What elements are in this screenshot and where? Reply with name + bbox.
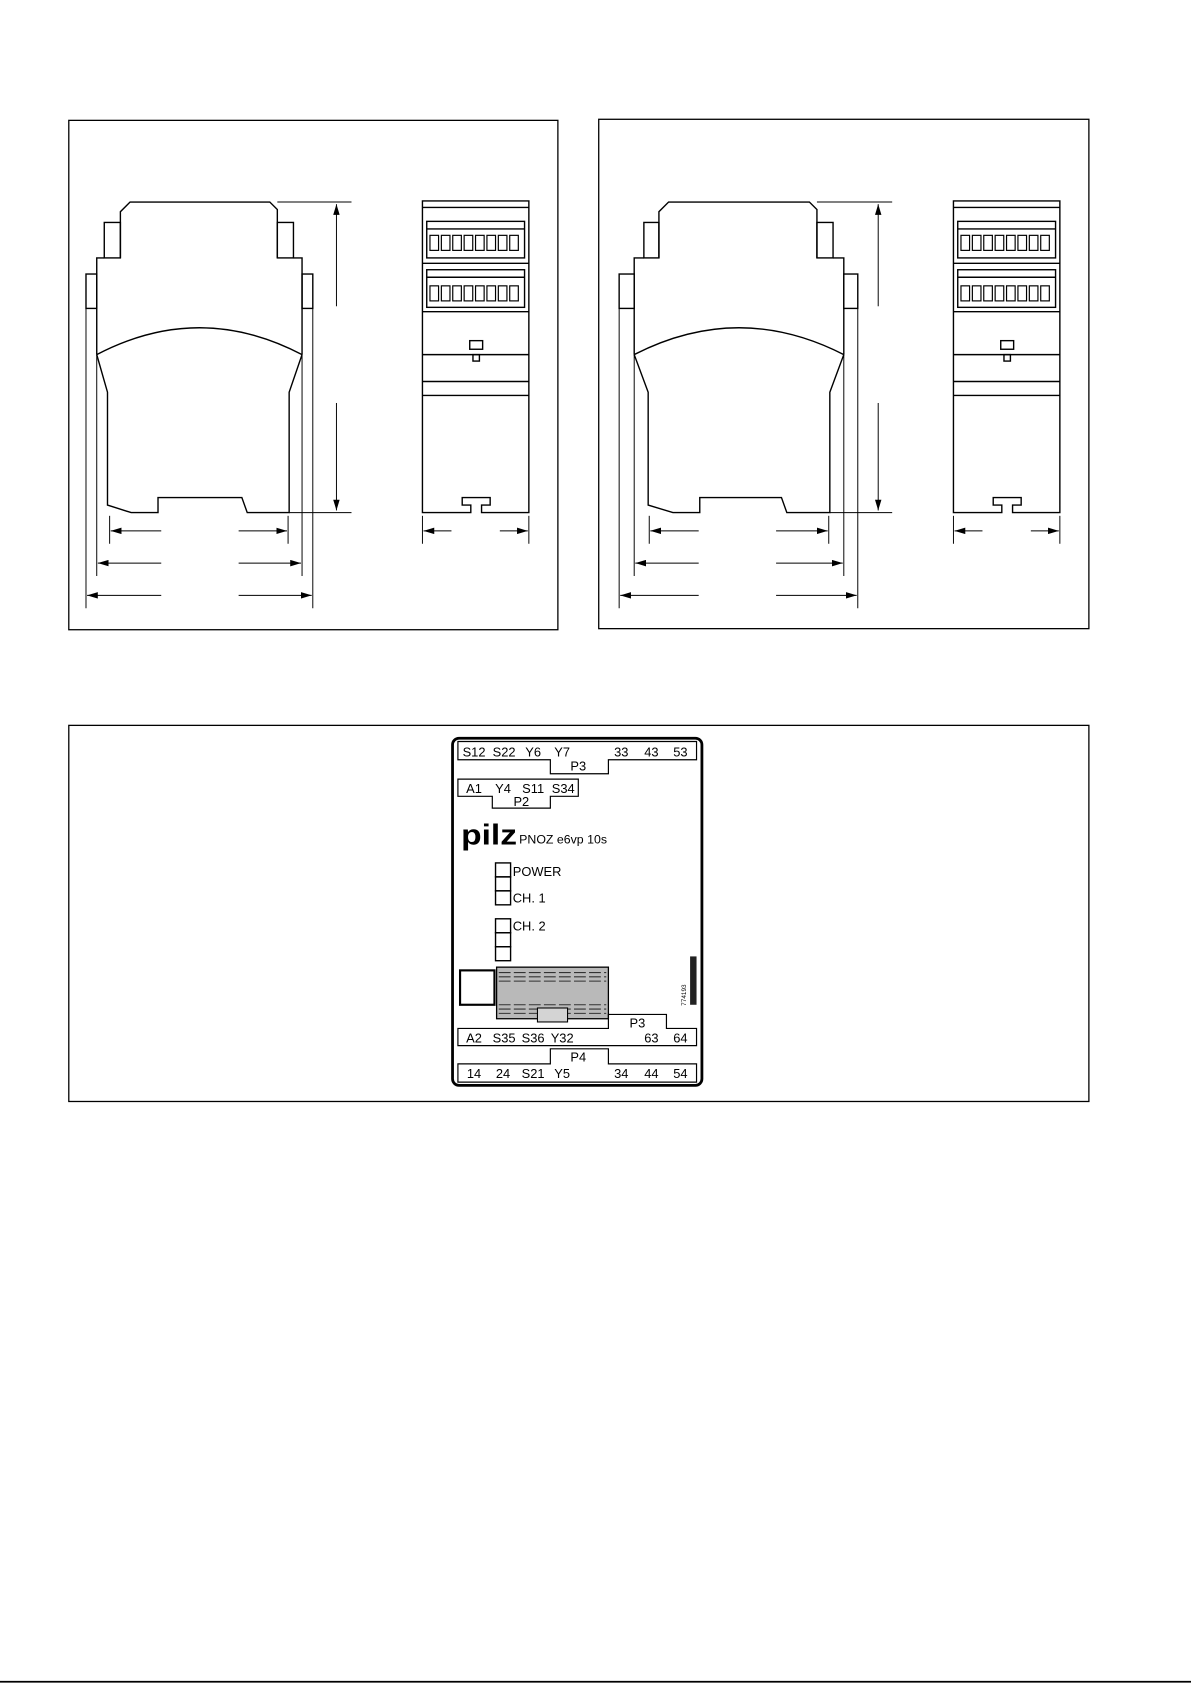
dimension-lines xyxy=(619,202,892,608)
led-ch2-a xyxy=(496,919,511,933)
terminal-group-label: P2 xyxy=(513,793,530,809)
terminal-tab-right xyxy=(277,222,293,257)
terminal-label: 64 xyxy=(673,1030,688,1046)
mounting-clip-left xyxy=(619,274,634,308)
housing-cap xyxy=(120,202,277,258)
housing-lower xyxy=(97,355,302,513)
housing-cap xyxy=(659,202,817,258)
article-number: 774193 xyxy=(680,984,688,1006)
terminal-tab-right xyxy=(817,222,833,257)
led-ch2-b xyxy=(496,933,511,947)
front-view-drawing xyxy=(619,202,858,513)
terminal-label: 63 xyxy=(644,1030,659,1046)
terminal-label: S11 xyxy=(522,781,545,797)
terminal-label: Y32 xyxy=(550,1030,574,1046)
front-cover-curve xyxy=(97,328,302,355)
housing-upper-left xyxy=(97,258,105,355)
led-ch1-b xyxy=(496,891,511,905)
mounting-clip-right xyxy=(844,274,858,308)
terminal-label: Y7 xyxy=(554,744,571,760)
led-ch1-a xyxy=(496,877,511,891)
terminal-label: S36 xyxy=(521,1030,545,1046)
terminal-label: 43 xyxy=(644,744,659,760)
plug-in-module xyxy=(497,967,609,1022)
terminal-strip-top xyxy=(458,741,697,773)
terminal-label: A2 xyxy=(466,1030,482,1046)
model-name: PNOZ e6vp 10s xyxy=(519,832,608,847)
mounting-clip-right xyxy=(302,274,313,308)
front-cover-curve xyxy=(634,328,844,355)
front-view-drawing xyxy=(86,202,313,513)
terminal-label: 54 xyxy=(673,1065,688,1081)
housing-upper-right xyxy=(293,258,302,355)
terminal-group-label: P3 xyxy=(570,758,587,774)
terminal-label: 33 xyxy=(614,744,629,760)
terminal-label: S34 xyxy=(551,781,575,797)
terminal-label: Y5 xyxy=(554,1065,571,1081)
side-view-drawing xyxy=(422,201,528,544)
terminal-label: A1 xyxy=(466,781,482,797)
terminal-group-label: P3 xyxy=(629,1015,646,1031)
led-indicators xyxy=(496,863,511,961)
module-latch xyxy=(537,1008,567,1022)
housing-upper-right xyxy=(833,258,844,355)
selector-square xyxy=(460,970,494,1004)
led-ch2-c xyxy=(496,947,511,961)
device-front-plate xyxy=(453,738,702,1085)
terminal-strip-second xyxy=(458,779,578,809)
terminal-label: S21 xyxy=(521,1065,545,1081)
terminal-layout-panel xyxy=(69,725,1089,1101)
terminal-label: 53 xyxy=(673,744,688,760)
housing-upper-left xyxy=(634,258,644,355)
terminal-label: S35 xyxy=(492,1030,516,1046)
terminal-label: S12 xyxy=(462,744,486,760)
terminal-label: 44 xyxy=(644,1065,659,1081)
led-power xyxy=(496,863,511,877)
dimension-lines xyxy=(86,202,352,608)
mounting-clip-left xyxy=(86,274,97,308)
led-label-ch2: CH. 2 xyxy=(512,918,546,934)
dimension-drawing-panel-left xyxy=(69,120,558,629)
terminal-label: Y6 xyxy=(525,744,542,760)
terminal-label: 14 xyxy=(466,1065,482,1081)
terminal-label: 34 xyxy=(614,1065,629,1081)
terminal-tab-left xyxy=(104,222,120,257)
pilz-logo: pilz xyxy=(461,819,518,852)
terminal-label: 24 xyxy=(495,1065,511,1081)
terminal-strip-bottom xyxy=(458,1049,697,1082)
led-label-power: POWER xyxy=(512,863,562,879)
led-label-ch1: CH. 1 xyxy=(512,890,546,906)
panel-frame xyxy=(69,120,558,629)
side-view-drawing xyxy=(953,201,1059,544)
terminal-label: S22 xyxy=(492,744,516,760)
terminal-label: Y4 xyxy=(495,781,511,797)
terminal-tab-left xyxy=(644,222,659,257)
dimension-drawing-panel-right xyxy=(599,119,1089,628)
barcode-strip xyxy=(690,956,696,1004)
housing-lower xyxy=(634,355,844,513)
terminal-group-label: P4 xyxy=(570,1049,587,1065)
